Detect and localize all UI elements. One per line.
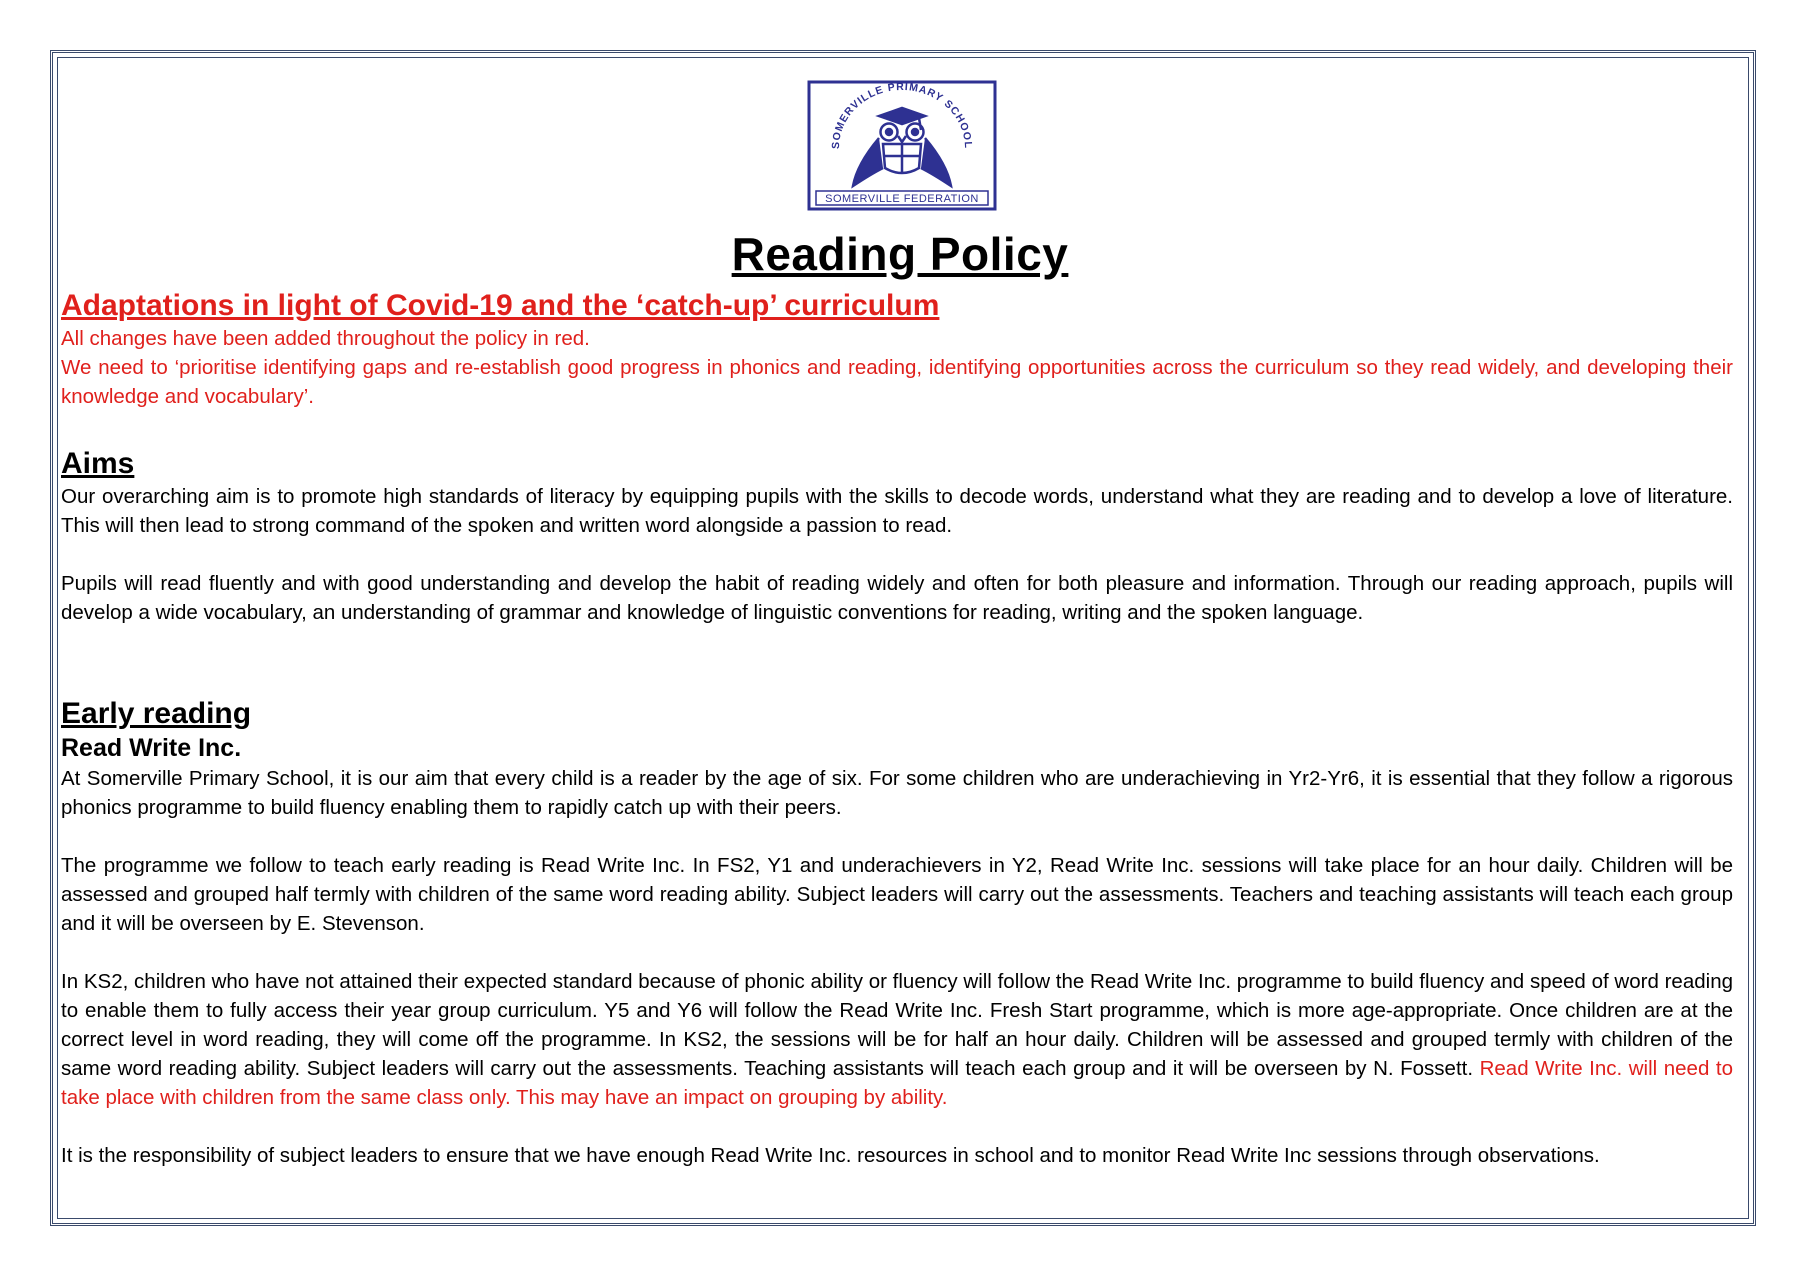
page-title: Reading Policy bbox=[731, 228, 1069, 280]
school-logo bbox=[807, 80, 997, 211]
early-paragraph-3-red: Read Write Inc. will need to take place with children from the same class only. This may have an impact on grouping by ability. bbox=[61, 1057, 1733, 1109]
aims-paragraph-2: Pupils will read fluently and with good understanding and develop the habit of reading widely and often for both pleasure and information. Through our reading approach, pupils will develop a wide vocabulary, an understanding of grammar and knowledge of linguistic conventions for reading, writing and the spoken language. bbox=[61, 572, 1733, 624]
aims-heading: Aims bbox=[61, 447, 135, 480]
covid-heading: Adaptations in light of Covid-19 and the ‘catch-up’ curriculum bbox=[61, 289, 940, 322]
logo-ring-text: SOMERVILLE PRIMARY SCHOOL bbox=[829, 80, 975, 150]
early-paragraph-1: At Somerville Primary School, it is our aim that every child is a reader by the age of six. For some children who are underachieving in Yr2-Yr6, it is essential that they follow a rigorous phonics programme to build fluency enabling them to rapidly catch up with their peers. bbox=[61, 767, 1733, 819]
logo-banner-text: SOMERVILLE FEDERATION bbox=[825, 193, 979, 205]
early-reading-section bbox=[61, 696, 1733, 1170]
covid-line-1: All changes have been added throughout the policy in red. bbox=[61, 327, 590, 350]
rwi-subheading: Read Write Inc. bbox=[61, 734, 242, 762]
aims-paragraph-1: Our overarching aim is to promote high standards of literacy by equipping pupils with the skills to decode words, understand what they are reading and to develop a love of literature. This will then lead to strong command of the spoken and written word alongside a passion to read. bbox=[61, 485, 1733, 537]
early-paragraph-3 bbox=[61, 967, 1733, 1112]
early-paragraph-3-text: In KS2, children who have not attained their expected standard because of phonic ability or fluency will follow the Read Write Inc. programme to build fluency and speed of word reading to enable them to fully access their year group curriculum. Y5 and Y6 will follow the Read Write Inc. Fresh Start programme, which is more age-appropriate. Once children are at the correct level in word reading, they will come off the programme. In KS2, the sessions will be for half an hour daily. Children will be assessed and grouped termly with children of the same word reading ability. Subject leaders will carry out the assessments. Teaching assistants will teach each group and it will be overseen by N. Fossett. bbox=[61, 970, 1733, 1080]
aims-section bbox=[61, 446, 1733, 627]
early-reading-heading: Early reading bbox=[61, 697, 252, 730]
covid-section bbox=[61, 288, 1733, 411]
early-paragraph-2: The programme we follow to teach early reading is Read Write Inc. In FS2, Y1 and underachievers in Y2, Read Write Inc. sessions will take place for an hour daily. Children will be assessed and grouped half termly with children of the same word reading ability. Subject leaders will carry out the assessments. Teachers and teaching assistants will teach each group and it will be overseen by E. Stevenson. bbox=[61, 854, 1733, 935]
covid-line-2: We need to ‘prioritise identifying gaps and re-establish good progress in phonics and reading, identifying opportunities across the curriculum so they read widely, and developing their knowledge and vocabulary’. bbox=[61, 356, 1733, 408]
early-paragraph-4: It is the responsibility of subject leaders to ensure that we have enough Read Write Inc. resources in school and to monitor Read Write Inc sessions through observations. bbox=[61, 1144, 1600, 1167]
